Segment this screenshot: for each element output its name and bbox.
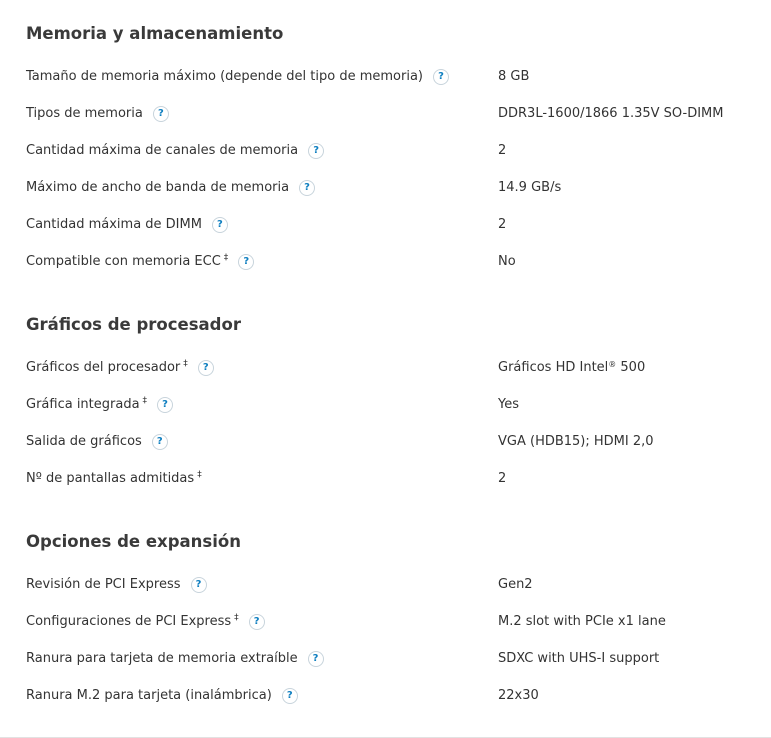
spec-label-wrapper [26,611,265,633]
footnote-dagger: ‡ [223,253,229,263]
help-icon[interactable]: ? [152,434,168,450]
help-icon[interactable]: ? [299,180,315,196]
spec-value-text: Gráficos HD Intel [498,360,609,375]
spec-label-wrapper [26,394,173,416]
spec-row-memory-types [26,103,746,125]
spec-row-max-dimm [26,214,746,236]
spec-label: Nº de pantallas admitidas [26,471,195,486]
section-title: Opciones de expansión [26,532,241,551]
spec-row-max-memory-size [26,66,746,88]
help-icon[interactable]: ? [282,688,298,704]
spec-value: SDXC with UHS-I support [498,651,660,666]
help-icon[interactable]: ? [191,577,207,593]
spec-row-pci-express-revision [26,574,746,596]
spec-row-ecc-memory [26,251,746,273]
help-icon[interactable]: ? [249,614,265,630]
spec-row-max-memory-bandwidth [26,177,746,199]
help-icon[interactable]: ? [238,254,254,270]
spec-label-wrapper [26,214,228,236]
help-icon[interactable]: ? [308,143,324,159]
spec-label-wrapper [26,468,202,490]
help-icon[interactable]: ? [308,651,324,667]
spec-value: 22x30 [498,688,539,703]
footnote-dagger: ‡ [183,359,188,369]
spec-row-pci-express-configurations [26,611,746,633]
spec-row-integrated-graphics [26,394,746,416]
spec-value: 14.9 GB/s [498,180,562,195]
spec-row-graphics-output [26,431,746,453]
spec-value: 2 [498,471,507,486]
footnote-dagger: ‡ [197,470,202,480]
spec-label: Revisión de PCI Express [26,577,181,592]
footnote-dagger: ‡ [234,613,239,623]
spec-label-wrapper [26,574,207,596]
spec-value: 2 [498,143,507,158]
section-title: Gráficos de procesador [26,315,241,334]
help-icon[interactable]: ? [212,217,228,233]
spec-label: Ranura para tarjeta de memoria extraíble [26,651,298,666]
help-icon[interactable]: ? [153,106,169,122]
spec-label: Cantidad máxima de DIMM [26,217,202,232]
spec-label-wrapper [26,177,315,199]
spec-value: Gen2 [498,577,533,592]
spec-value: VGA (HDB15); HDMI 2,0 [498,434,654,449]
spec-row-processor-graphics [26,357,746,379]
spec-value: No [498,254,516,269]
spec-value-suffix: 500 [616,360,646,375]
spec-label: Ranura M.2 para tarjeta (inalámbrica) [26,688,272,703]
spec-value: 2 [498,217,507,232]
spec-label-wrapper [26,66,449,88]
registered-mark: ® [608,360,617,369]
spec-label-wrapper [26,648,324,670]
spec-value [498,357,645,380]
spec-label: Máximo de ancho de banda de memoria [26,180,290,195]
section-title: Memoria y almacenamiento [26,24,284,43]
spec-value: 8 GB [498,69,530,84]
spec-label-wrapper [26,140,324,162]
spec-value: Yes [498,397,519,412]
spec-row-removable-memory-card-slot [26,648,746,670]
help-icon[interactable]: ? [433,69,449,85]
spec-label-wrapper [26,431,168,453]
help-icon[interactable]: ? [198,360,214,376]
spec-row-max-memory-channels [26,140,746,162]
spec-row-displays-supported [26,468,746,490]
spec-label-wrapper [26,251,254,273]
spec-label: Tamaño de memoria máximo (depende del tipo de memoria) [26,69,424,84]
footnote-dagger: ‡ [142,396,148,406]
spec-label: Gráficos del procesador [26,360,181,375]
spec-label-wrapper [26,103,169,125]
help-icon[interactable]: ? [157,397,173,413]
spec-row-m2-card-slot-wireless [26,685,746,707]
spec-label: Compatible con memoria ECC [26,254,221,269]
spec-value: DDR3L-1600/1866 1.35V SO-DIMM [498,106,724,121]
spec-label: Salida de gráficos [26,434,142,449]
spec-label: Gráfica integrada [26,397,140,412]
spec-label-wrapper [26,685,298,707]
spec-label: Tipos de memoria [26,106,143,121]
spec-label: Configuraciones de PCI Express [26,614,232,629]
spec-label: Cantidad máxima de canales de memoria [26,143,299,158]
spec-value: M.2 slot with PCIe x1 lane [498,614,666,629]
spec-label-wrapper [26,357,214,379]
